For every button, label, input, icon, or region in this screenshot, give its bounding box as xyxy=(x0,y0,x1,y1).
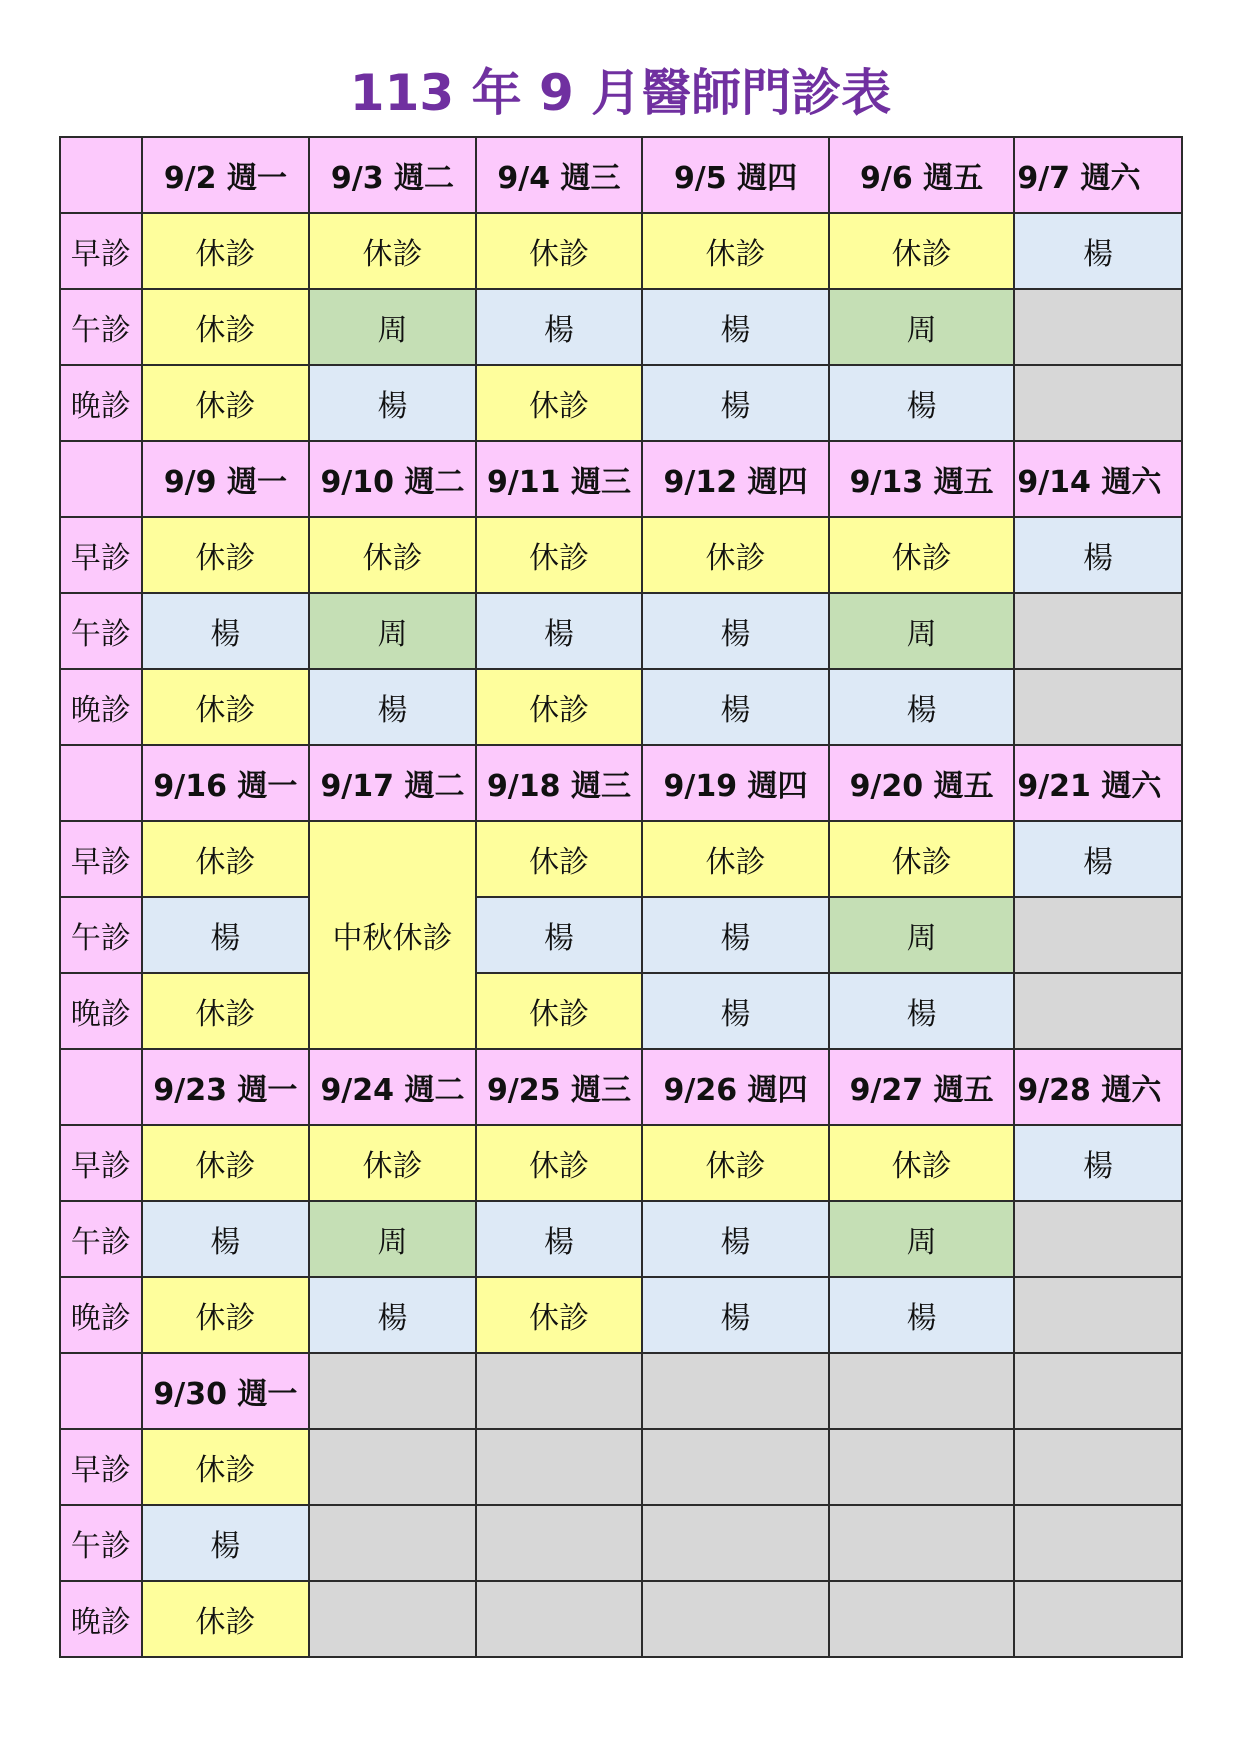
schedule-cell: 休診 xyxy=(476,669,643,745)
schedule-cell: 休診 xyxy=(829,213,1015,289)
schedule-cell: 休診 xyxy=(476,517,643,593)
header-corner-cell xyxy=(60,1353,142,1429)
schedule-cell: 休診 xyxy=(142,517,310,593)
schedule-cell: 休診 xyxy=(476,821,643,897)
week-header-row xyxy=(60,137,1182,213)
schedule-cell: 休診 xyxy=(142,973,310,1049)
session-label: 早診 xyxy=(60,517,142,593)
empty-cell xyxy=(1014,1277,1182,1353)
empty-cell xyxy=(309,1505,476,1581)
session-label: 早診 xyxy=(60,213,142,289)
session-label: 午診 xyxy=(60,897,142,973)
schedule-cell: 楊 xyxy=(642,289,829,365)
schedule-cell: 休診 xyxy=(476,365,643,441)
session-row xyxy=(60,1125,1182,1201)
date-header: 9/19 週四 xyxy=(642,745,829,821)
session-row xyxy=(60,897,1182,973)
empty-cell xyxy=(1014,593,1182,669)
week-header-row xyxy=(60,745,1182,821)
session-row xyxy=(60,365,1182,441)
empty-cell xyxy=(829,1353,1015,1429)
schedule-cell: 休診 xyxy=(142,1581,310,1657)
empty-cell xyxy=(642,1581,829,1657)
schedule-cell: 楊 xyxy=(829,365,1015,441)
empty-cell xyxy=(309,1581,476,1657)
schedule-cell: 周 xyxy=(309,593,476,669)
schedule-cell: 楊 xyxy=(642,669,829,745)
empty-cell xyxy=(1014,669,1182,745)
session-label: 晚診 xyxy=(60,365,142,441)
schedule-cell: 休診 xyxy=(309,517,476,593)
schedule-cell: 楊 xyxy=(142,593,310,669)
header-corner-cell xyxy=(60,137,142,213)
empty-cell xyxy=(309,1429,476,1505)
session-row xyxy=(60,1505,1182,1581)
session-label: 早診 xyxy=(60,1125,142,1201)
date-header: 9/14 週六 xyxy=(1014,441,1182,517)
week-header-row xyxy=(60,441,1182,517)
schedule-cell: 楊 xyxy=(476,289,643,365)
empty-cell xyxy=(829,1505,1015,1581)
date-header: 9/2 週一 xyxy=(142,137,310,213)
date-header: 9/3 週二 xyxy=(309,137,476,213)
schedule-cell: 楊 xyxy=(142,897,310,973)
schedule-cell: 休診 xyxy=(476,213,643,289)
session-row xyxy=(60,517,1182,593)
schedule-cell: 休診 xyxy=(829,517,1015,593)
schedule-cell: 楊 xyxy=(642,593,829,669)
header-corner-cell xyxy=(60,1049,142,1125)
date-header: 9/24 週二 xyxy=(309,1049,476,1125)
date-header: 9/23 週一 xyxy=(142,1049,310,1125)
session-label: 晚診 xyxy=(60,669,142,745)
date-header: 9/10 週二 xyxy=(309,441,476,517)
date-header: 9/25 週三 xyxy=(476,1049,643,1125)
date-header: 9/11 週三 xyxy=(476,441,643,517)
session-label: 晚診 xyxy=(60,1581,142,1657)
schedule-cell: 休診 xyxy=(309,213,476,289)
session-row xyxy=(60,1429,1182,1505)
week-header-row xyxy=(60,1049,1182,1125)
schedule-cell: 休診 xyxy=(142,289,310,365)
session-row xyxy=(60,1277,1182,1353)
schedule-cell: 楊 xyxy=(1014,213,1182,289)
schedule-cell: 楊 xyxy=(829,973,1015,1049)
date-header: 9/13 週五 xyxy=(829,441,1015,517)
schedule-cell: 楊 xyxy=(309,365,476,441)
empty-cell xyxy=(1014,1505,1182,1581)
date-header: 9/26 週四 xyxy=(642,1049,829,1125)
empty-cell xyxy=(1014,1353,1182,1429)
schedule-cell: 楊 xyxy=(642,365,829,441)
date-header: 9/6 週五 xyxy=(829,137,1015,213)
empty-cell xyxy=(829,1429,1015,1505)
session-row xyxy=(60,973,1182,1049)
schedule-cell: 楊 xyxy=(829,669,1015,745)
schedule-cell: 休診 xyxy=(142,821,310,897)
schedule-cell: 休診 xyxy=(476,973,643,1049)
schedule-cell: 周 xyxy=(829,593,1015,669)
schedule-cell: 休診 xyxy=(829,1125,1015,1201)
schedule-cell: 休診 xyxy=(142,669,310,745)
clinic-schedule-table xyxy=(59,136,1183,1658)
session-row xyxy=(60,1581,1182,1657)
empty-cell xyxy=(1014,289,1182,365)
schedule-cell: 休診 xyxy=(142,1429,310,1505)
header-corner-cell xyxy=(60,441,142,517)
session-label: 晚診 xyxy=(60,973,142,1049)
schedule-cell: 周 xyxy=(829,897,1015,973)
schedule-cell: 休診 xyxy=(476,1277,643,1353)
schedule-cell: 楊 xyxy=(309,1277,476,1353)
schedule-cell: 楊 xyxy=(476,1201,643,1277)
date-header: 9/9 週一 xyxy=(142,441,310,517)
date-header: 9/28 週六 xyxy=(1014,1049,1182,1125)
date-header: 9/18 週三 xyxy=(476,745,643,821)
schedule-cell: 休診 xyxy=(142,1277,310,1353)
date-header: 9/27 週五 xyxy=(829,1049,1015,1125)
session-row xyxy=(60,1201,1182,1277)
empty-cell xyxy=(829,1581,1015,1657)
empty-cell xyxy=(1014,365,1182,441)
schedule-cell: 楊 xyxy=(642,897,829,973)
schedule-cell: 周 xyxy=(309,1201,476,1277)
session-label: 午診 xyxy=(60,593,142,669)
date-header: 9/30 週一 xyxy=(142,1353,310,1429)
session-label: 午診 xyxy=(60,1201,142,1277)
empty-cell xyxy=(642,1505,829,1581)
schedule-cell: 休診 xyxy=(642,1125,829,1201)
session-row xyxy=(60,593,1182,669)
date-header: 9/20 週五 xyxy=(829,745,1015,821)
schedule-cell: 楊 xyxy=(309,669,476,745)
schedule-cell: 周 xyxy=(829,1201,1015,1277)
session-row xyxy=(60,669,1182,745)
schedule-cell: 周 xyxy=(309,289,476,365)
schedule-cell: 楊 xyxy=(642,973,829,1049)
date-header: 9/16 週一 xyxy=(142,745,310,821)
date-header: 9/17 週二 xyxy=(309,745,476,821)
empty-cell xyxy=(476,1429,643,1505)
schedule-cell: 休診 xyxy=(642,517,829,593)
empty-cell xyxy=(1014,1581,1182,1657)
date-header: 9/5 週四 xyxy=(642,137,829,213)
schedule-cell: 休診 xyxy=(642,821,829,897)
empty-cell xyxy=(1014,1201,1182,1277)
empty-cell xyxy=(309,1353,476,1429)
date-header: 9/21 週六 xyxy=(1014,745,1182,821)
empty-cell xyxy=(1014,973,1182,1049)
week-header-row xyxy=(60,1353,1182,1429)
schedule-cell: 楊 xyxy=(1014,517,1182,593)
schedule-cell: 楊 xyxy=(142,1201,310,1277)
schedule-cell: 休診 xyxy=(829,821,1015,897)
schedule-cell: 楊 xyxy=(1014,821,1182,897)
schedule-cell: 休診 xyxy=(142,1125,310,1201)
date-header: 9/7 週六 xyxy=(1014,137,1182,213)
session-label: 午診 xyxy=(60,289,142,365)
holiday-cell: 中秋休診 xyxy=(309,821,476,1049)
session-row xyxy=(60,821,1182,897)
empty-cell xyxy=(476,1353,643,1429)
empty-cell xyxy=(476,1505,643,1581)
schedule-cell: 休診 xyxy=(642,213,829,289)
schedule-cell: 休診 xyxy=(142,365,310,441)
schedule-cell: 楊 xyxy=(642,1201,829,1277)
empty-cell xyxy=(642,1429,829,1505)
schedule-cell: 休診 xyxy=(476,1125,643,1201)
date-header: 9/4 週三 xyxy=(476,137,643,213)
empty-cell xyxy=(1014,897,1182,973)
schedule-cell: 楊 xyxy=(476,897,643,973)
session-label: 早診 xyxy=(60,821,142,897)
session-row xyxy=(60,213,1182,289)
session-label: 晚診 xyxy=(60,1277,142,1353)
page-title: 113 年 9 月醫師門診表 xyxy=(349,64,892,122)
empty-cell xyxy=(642,1353,829,1429)
empty-cell xyxy=(1014,1429,1182,1505)
schedule-cell: 楊 xyxy=(1014,1125,1182,1201)
schedule-cell: 楊 xyxy=(829,1277,1015,1353)
header-corner-cell xyxy=(60,745,142,821)
session-label: 早診 xyxy=(60,1429,142,1505)
session-row xyxy=(60,289,1182,365)
session-label: 午診 xyxy=(60,1505,142,1581)
schedule-cell: 周 xyxy=(829,289,1015,365)
empty-cell xyxy=(476,1581,643,1657)
schedule-cell: 楊 xyxy=(642,1277,829,1353)
schedule-cell: 楊 xyxy=(142,1505,310,1581)
schedule-cell: 楊 xyxy=(476,593,643,669)
date-header: 9/12 週四 xyxy=(642,441,829,517)
schedule-cell: 休診 xyxy=(142,213,310,289)
schedule-cell: 休診 xyxy=(309,1125,476,1201)
